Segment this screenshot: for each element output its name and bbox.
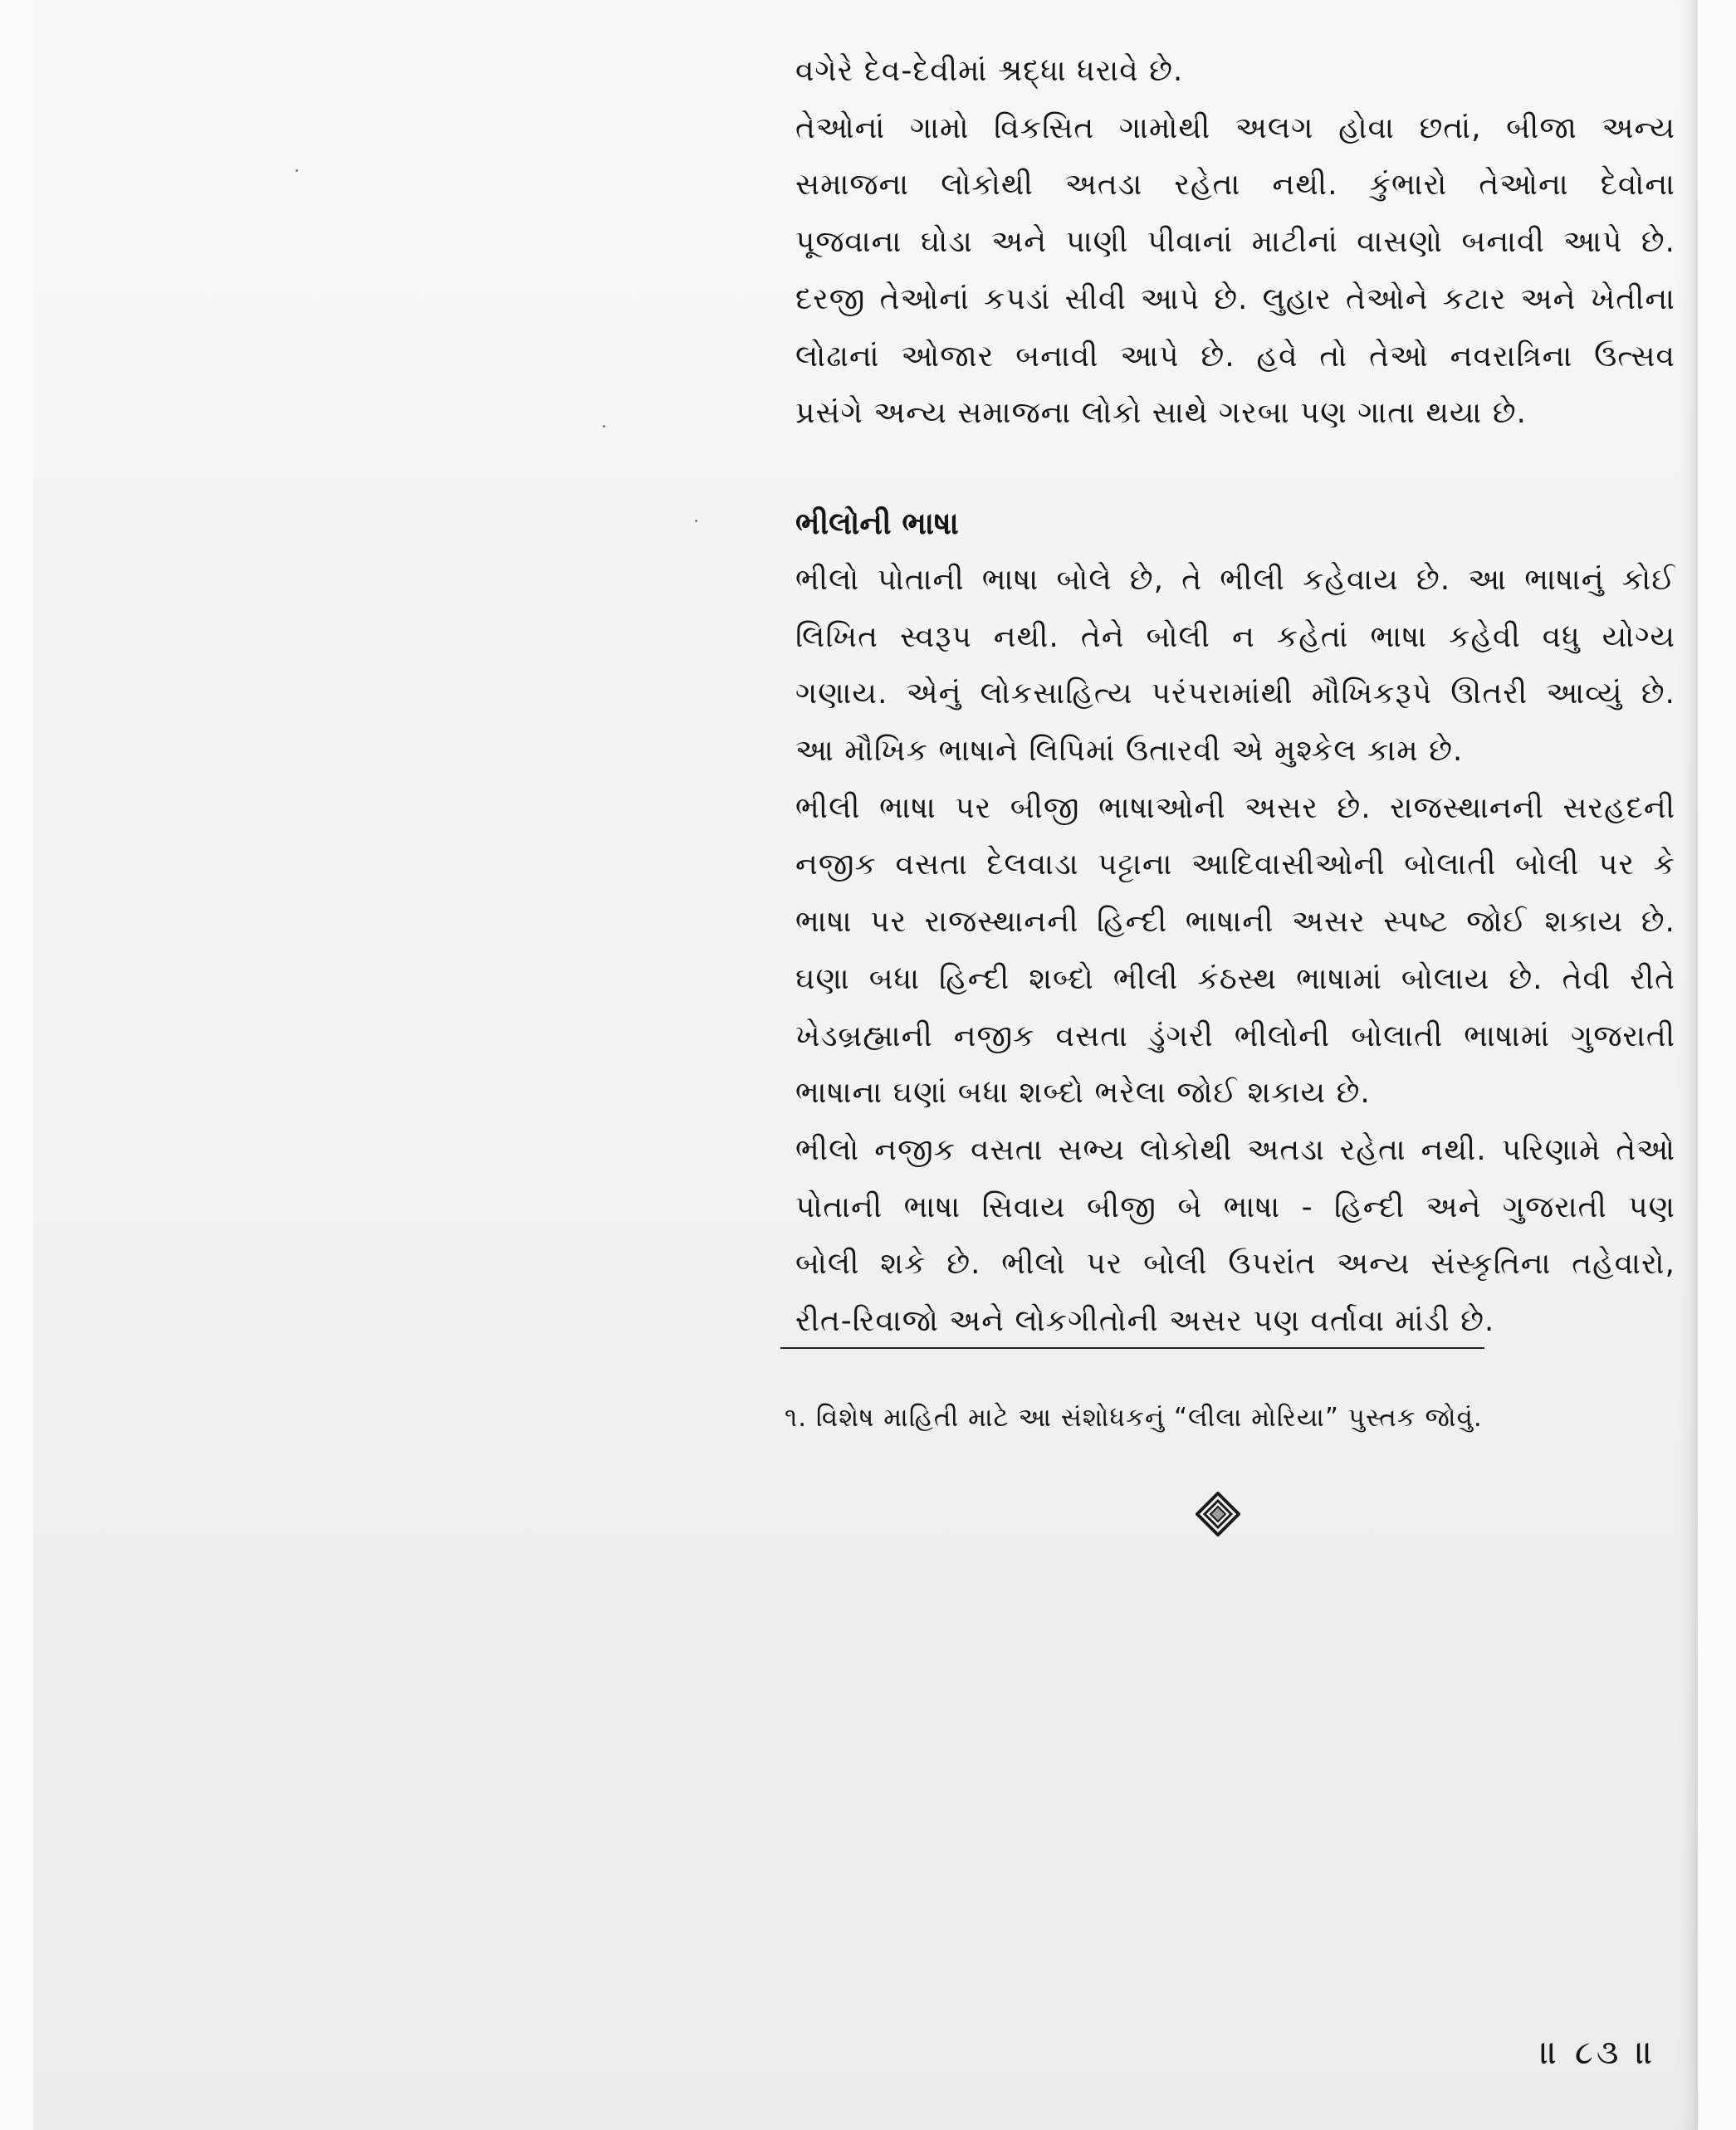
- text-line: રીત-રિવાજો અને લોકગીતોની અસર પણ વર્તાવા માંડી છે.: [795, 1304, 1495, 1339]
- paragraph-multilingual: [795, 1122, 1675, 1351]
- paper-speck: [296, 169, 298, 172]
- page-number: ॥ ૮૩ ॥: [1540, 2034, 1657, 2072]
- paragraph-bhili-language: [795, 552, 1675, 780]
- text-line: વગેરે દેવ-દેવીમાં શ્રદ્ધા ધરાવે છે.: [795, 54, 1184, 88]
- text-line: ભાષાના ઘણાં બધા શબ્દો ભરેલા જોઈ શકાય છે.: [795, 1076, 1371, 1111]
- text-line: લિખિત સ્વરૂપ નથી. તેને બોલી ન કહેતાં ભાષા કહેવી વધુ યોગ્ય: [795, 619, 1675, 654]
- book-page: [33, 0, 1698, 2130]
- section-heading: ભીલોની ભાષા: [795, 505, 959, 541]
- text-line: આ મૌખિક ભાષાને લિપિમાં ઉતારવી એ મુશ્કેલ કામ છે.: [795, 734, 1464, 769]
- text-line: ભાષા પર રાજસ્થાનની હિન્દી ભાષાની અસર સ્પષ્ટ જોઈ શકાય છે.: [795, 905, 1675, 940]
- paragraph-language-influence: [795, 780, 1675, 1122]
- text-line: પ્રસંગે અન્ય સમાજના લોકો સાથે ગરબા પણ ગાતા થયા છે.: [795, 396, 1527, 431]
- diamond-ornament-icon: [1196, 1492, 1240, 1536]
- text-line: ઘણા બધા હિન્દી શબ્દો ભીલી કંઠસ્થ ભાષામાં બોલાય છે. તેવી રીતે: [795, 961, 1675, 996]
- text-line: લોઢાનાં ઓજાર બનાવી આપે છે. હવે તો તેઓ નવરાત્રિના ઉત્સવ: [795, 339, 1675, 374]
- paper-speck: [695, 520, 697, 522]
- text-line: સમાજના લોકોથી અતડા રહેતા નથી. કુંભારો તેઓના દેવોના: [795, 168, 1675, 203]
- text-line: પૂજવાના ઘોડા અને પાણી પીવાનાં માટીનાં વાસણો બનાવી આપે છે.: [795, 225, 1675, 260]
- paragraph-village-relations: [795, 43, 1675, 442]
- text-line: દરજી તેઓનાં કપડાં સીવી આપે છે. લુહાર તેઓને કટાર અને ખેતીના: [795, 281, 1675, 316]
- body-text: [795, 43, 1675, 1351]
- text-line: પોતાની ભાષા સિવાય બીજી બે ભાષા - હિન્દી અને ગુજરાતી પણ: [795, 1190, 1675, 1224]
- text-line: ખેડબ્રહ્માની નજીક વસતા ડુંગરી ભીલોની બોલાતી ભાષામાં ગુજરાતી: [795, 1019, 1675, 1053]
- text-line: નજીક વસતા દેલવાડા પટ્ટાના આદિવાસીઓની બોલાતી બોલી પર કે: [795, 848, 1675, 882]
- text-line: ભીલી ભાષા પર બીજી ભાષાઓની અસર છે. રાજસ્થાનની સરહદની: [795, 790, 1675, 825]
- text-line: બોલી શકે છે. ભીલો પર બોલી ઉપરાંત અન્ય સંસ્કૃતિના તહેવારો,: [795, 1247, 1675, 1282]
- footnote-divider: [780, 1347, 1484, 1349]
- paper-speck: [603, 425, 605, 427]
- text-line: તેઓનાં ગામો વિકસિત ગામોથી અલગ હોવા છતાં, બીજા અન્ય: [795, 110, 1675, 145]
- text-line: ભીલો નજીક વસતા સભ્ય લોકોથી અતડા રહેતા નથી. પરિણામે તેઓ: [795, 1132, 1675, 1167]
- text-line: ભીલો પોતાની ભાષા બોલે છે, તે ભીલી કહેવાય છે. આ ભાષાનું કોઈ: [795, 562, 1675, 597]
- text-line: ગણાય. એનું લોકસાહિત્ય પરંપરામાંથી મૌખિકરૂપે ઊતરી આવ્યું છે.: [795, 677, 1675, 711]
- footnote: ૧. વિશેષ માહિતી માટે આ સંશોધકનું “લીલા મોરિયા” પુસ્તક જોવું.: [785, 1403, 1483, 1433]
